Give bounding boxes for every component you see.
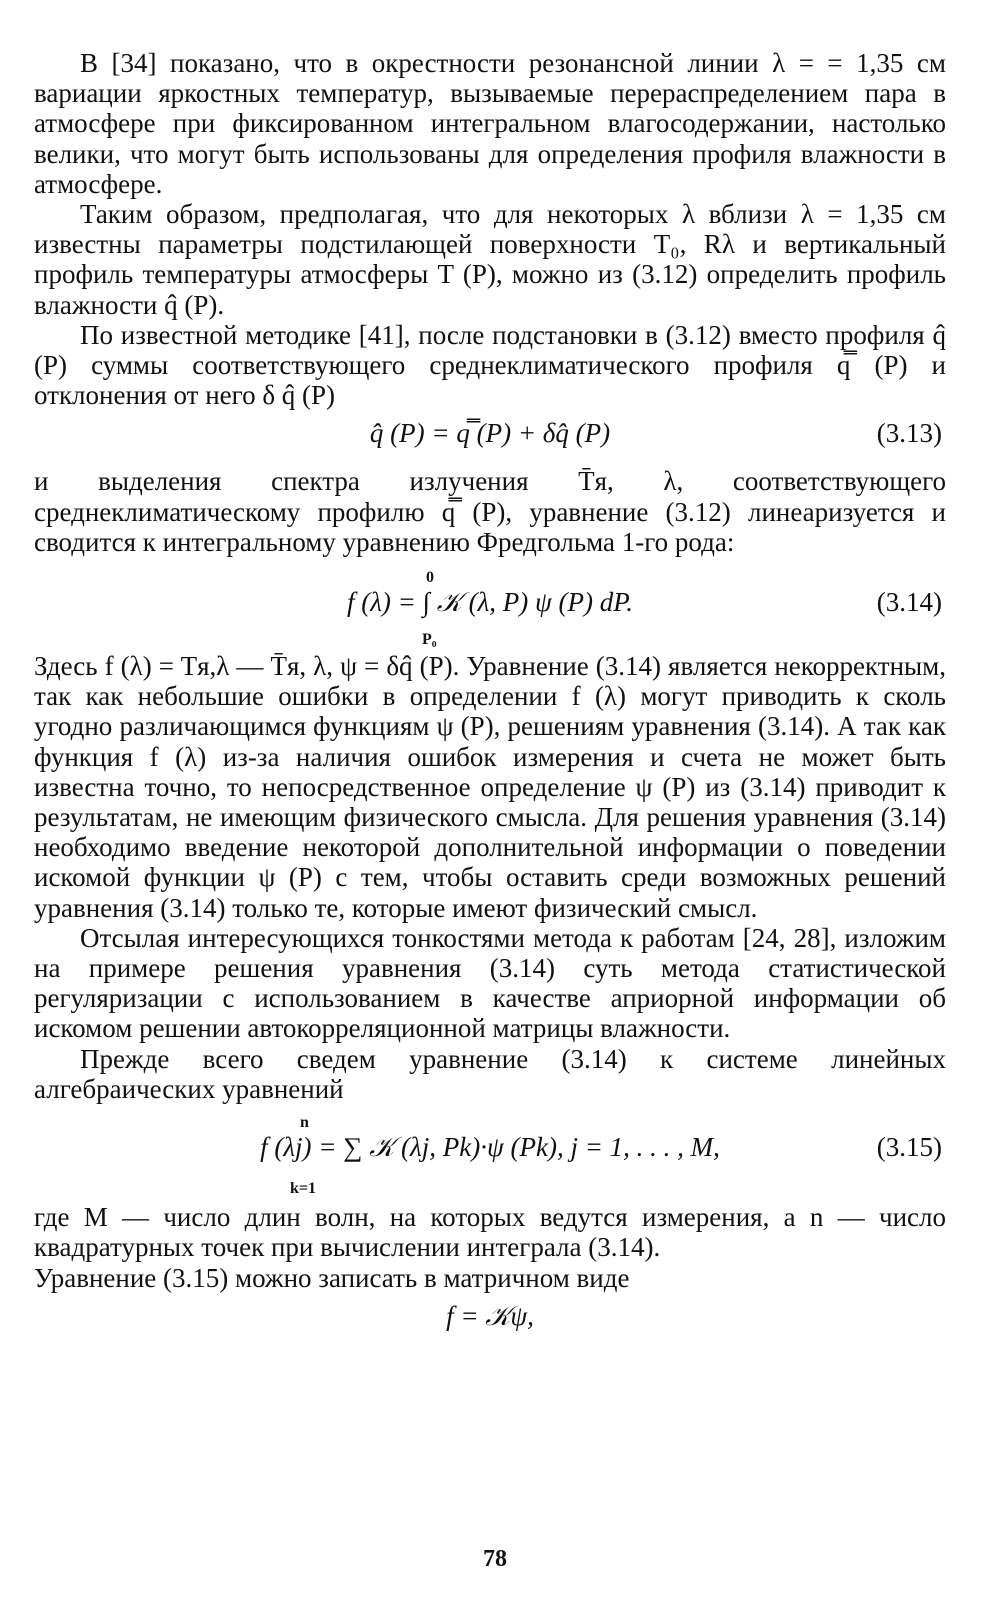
equation-3-14	[34, 563, 946, 649]
paragraph-matrix: Уравнение (3.15) можно записать в матричном виде	[34, 1262, 630, 1293]
integral-lower-limit: P₀	[422, 631, 437, 649]
equation-3-15-number: (3.15)	[876, 1132, 942, 1163]
equation-3-13-number: (3.13)	[876, 418, 942, 449]
paragraph-references: Отсылая интересующихся тонкостями метода к работам [24, 28], изложим на примере решения уравнения (3.14) суть метода статистической регуляризации с использованием в качестве априорной информации об искомом решении автокорреляционной матрицы влажности.	[34, 922, 946, 1044]
paragraph-after-3-14: Здесь f (λ) = Tя,λ — T̄я, λ, ψ = δq̂ (P). Уравнение (3.14) является некорректным, так как небольшие ошибки в определении f (λ) могут приводить к сколь угодно различающимся функциям ψ (P), решениям уравнения (3.14). А так как функция f (λ) из-за наличия ошибок измерения и счета не может быть известна точно, то непосредственное определение ψ (P) из (3.14) приводит к результатам, не имеющим физического смысла. Для решения уравнения (3.14) необходимо введение некоторой дополнительной информации о поведении искомой функции ψ (P) с тем, чтобы оставить среди возможных решений уравнения (3.14) только те, которые имеют физический смысл.	[34, 651, 946, 923]
paragraph-2: Таким образом, предполагая, что для некоторых λ вблизи λ = 1,35 см известны параметры подстилающей поверхности T₀, Rλ и вертикальный профиль температуры атмосферы T (P), можно из (3.12) определить профиль влажности q̂ (P).	[34, 199, 946, 320]
integral-upper-limit: 0	[426, 569, 434, 587]
equation-3-13	[34, 418, 946, 458]
equation-matrix	[34, 1301, 946, 1341]
equation-3-14-expr: f (λ) = ∫ 𝒦 (λ, P) ψ (P) dP.	[346, 587, 634, 618]
equation-3-13-expr: q̂ (P) = q̿ (P) + δq̂ (P)	[369, 418, 611, 449]
equation-matrix-expr: f = 𝒦ψ,	[446, 1300, 534, 1331]
paragraph-where: где M — число длин волн, на которых ведутся измерения, а n — число квадратурных точек при вычислении интеграла (3.14).	[34, 1202, 946, 1263]
paragraph-after-3-13: и выделения спектра излучения T̄я, λ, соответствующего среднеклиматическому профилю q̿ (P), уравнение (3.12) линеаризуется и сводится к интегральному уравнению Фредгольма 1-го рода:	[34, 466, 946, 557]
sum-upper-limit: n	[300, 1114, 309, 1132]
paragraph-1: В [34] показано, что в окрестности резонансной линии λ = = 1,35 см вариации яркостных температур, вызываемые перераспределением пара в атмосфере при фиксированном интегральном влагосодержании, настолько велики, что могут быть использованы для определения профиля влажности в атмосфере.	[34, 48, 946, 199]
page-body	[34, 48, 946, 1349]
page-number: 78	[483, 1546, 507, 1572]
paragraph-system: Прежде всего сведем уравнение (3.14) к системе линейных алгебраических уравнений	[34, 1043, 946, 1104]
equation-3-14-number: (3.14)	[876, 587, 942, 618]
equation-3-15	[34, 1108, 946, 1198]
paragraph-3: По известной методике [41], после подстановки в (3.12) вместо профиля q̂ (P) суммы соответствующего среднеклиматического профиля q̿ (P) и отклонения от него δ q̂ (P)	[34, 319, 946, 411]
equation-3-15-expr: f (λj) = ∑ 𝒦 (λj, Pk)·ψ (Pk), j = 1, . . . , M,	[260, 1132, 720, 1163]
sum-lower-limit: k=1	[290, 1180, 317, 1198]
